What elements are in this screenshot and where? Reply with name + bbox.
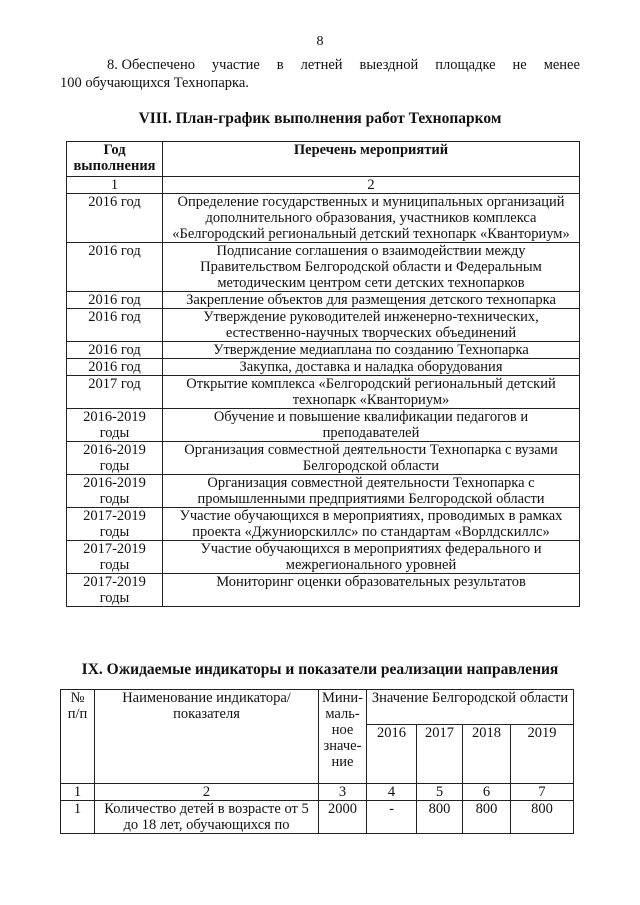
schedule-row <box>67 409 580 442</box>
intro-word: участие <box>211 57 260 73</box>
header-min-value: Мини-маль-ное значе-ние <box>319 690 367 784</box>
schedule-table <box>66 141 580 607</box>
intro-line-1 <box>60 56 580 74</box>
schedule-row <box>67 574 580 607</box>
schedule-year: 2017-2019 годы <box>67 508 163 541</box>
indicators-number-row <box>61 784 574 801</box>
header-year-2017: 2017 <box>417 725 463 784</box>
schedule-row <box>67 359 580 376</box>
schedule-event: Определение государственных и муниципальных организаций дополнительного образования, участников комплекса «Белгородский региональный детский технопарк «Кванториум» <box>163 194 580 243</box>
schedule-year: 2017 год <box>67 376 163 409</box>
schedule-row <box>67 309 580 342</box>
schedule-year: 2016 год <box>67 243 163 292</box>
schedule-year: 2016 год <box>67 359 163 376</box>
schedule-row <box>67 508 580 541</box>
header-year-2019: 2019 <box>511 725 574 784</box>
schedule-number-row <box>67 177 580 194</box>
indicator-value-2018: 800 <box>463 801 511 834</box>
intro-line-2: 100 обучающихся Технопарка. <box>60 75 249 91</box>
schedule-event: Участие обучающихся в мероприятиях федерального и межрегионального уровней <box>163 541 580 574</box>
schedule-year: 2016 год <box>67 342 163 359</box>
intro-word: менее <box>543 57 580 73</box>
header-indicator-name: Наименование индикатора/ показателя <box>95 690 319 784</box>
section-9-title: IX. Ожидаемые индикаторы и показатели реализации направления <box>81 661 559 678</box>
header-events: Перечень мероприятий <box>163 142 580 177</box>
header-region-values: Значение Белгородской области <box>367 690 574 725</box>
schedule-event: Организация совместной деятельности Технопарка с промышленными предприятиями Белгородской области <box>163 475 580 508</box>
intro-word: 8. Обеспечено <box>107 57 195 73</box>
schedule-event: Утверждение медиаплана по созданию Технопарка <box>163 342 580 359</box>
indicators-header-row <box>61 690 574 725</box>
schedule-year: 2016 год <box>67 194 163 243</box>
schedule-year: 2016-2019 годы <box>67 442 163 475</box>
indicator-value-2019: 800 <box>511 801 574 834</box>
col-number: 3 <box>319 784 367 801</box>
intro-word: в <box>276 57 284 73</box>
schedule-year: 2016 год <box>67 292 163 309</box>
indicator-min: 2000 <box>319 801 367 834</box>
schedule-event: Закупка, доставка и наладка оборудования <box>163 359 580 376</box>
schedule-row <box>67 541 580 574</box>
schedule-event: Утверждение руководителей инженерно-технических, естественно-научных творческих объединений <box>163 309 580 342</box>
schedule-row <box>67 475 580 508</box>
schedule-row <box>67 194 580 243</box>
schedule-row <box>67 292 580 309</box>
col-number: 5 <box>417 784 463 801</box>
schedule-year: 2016-2019 годы <box>67 475 163 508</box>
col-number: 7 <box>511 784 574 801</box>
indicator-value-2017: 800 <box>417 801 463 834</box>
intro-word: не <box>512 57 527 73</box>
schedule-row <box>67 342 580 359</box>
indicator-name: Количество детей в возрасте от 5 до 18 лет, обучающихся по <box>95 801 319 834</box>
schedule-event: Участие обучающихся в мероприятиях, проводимых в рамках проекта «Джуниорскиллс» по стандартам «Ворлдскиллс» <box>163 508 580 541</box>
schedule-event: Обучение и повышение квалификации педагогов и преподавателей <box>163 409 580 442</box>
header-year: Год выполнения <box>67 142 163 177</box>
indicator-num: 1 <box>61 801 95 834</box>
indicator-value-2016: - <box>367 801 417 834</box>
col-number: 1 <box>61 784 95 801</box>
page-number: 8 <box>316 34 324 49</box>
header-num: № п/п <box>61 690 95 784</box>
header-year-2016: 2016 <box>367 725 417 784</box>
schedule-body <box>67 194 580 607</box>
schedule-year: 2017-2019 годы <box>67 574 163 607</box>
schedule-event: Мониторинг оценки образовательных результатов <box>163 574 580 607</box>
schedule-year: 2017-2019 годы <box>67 541 163 574</box>
schedule-event: Организация совместной деятельности Технопарка с вузами Белгородской области <box>163 442 580 475</box>
indicators-table <box>60 689 574 834</box>
schedule-row <box>67 243 580 292</box>
schedule-year: 2016 год <box>67 309 163 342</box>
col-number: 4 <box>367 784 417 801</box>
indicator-row <box>61 801 574 834</box>
col-number: 2 <box>163 177 580 194</box>
intro-word: выездной <box>359 57 419 73</box>
schedule-event: Закрепление объектов для размещения детского технопарка <box>163 292 580 309</box>
schedule-header-row <box>67 142 580 177</box>
col-number: 1 <box>67 177 163 194</box>
intro-word: летней <box>300 57 343 73</box>
schedule-event: Открытие комплекса «Белгородский региональный детский технопарк «Кванториум» <box>163 376 580 409</box>
header-year-2018: 2018 <box>463 725 511 784</box>
col-number: 2 <box>95 784 319 801</box>
intro-word: площадке <box>435 57 496 73</box>
schedule-row <box>67 442 580 475</box>
col-number: 6 <box>463 784 511 801</box>
schedule-year: 2016-2019 годы <box>67 409 163 442</box>
intro-paragraph <box>60 56 580 92</box>
schedule-row <box>67 376 580 409</box>
schedule-event: Подписание соглашения о взаимодействии между Правительством Белгородской области и Федеральным методическим центром сети детских технопарков <box>163 243 580 292</box>
section-8-title: VIII. План-график выполнения работ Технопарком <box>138 110 502 127</box>
